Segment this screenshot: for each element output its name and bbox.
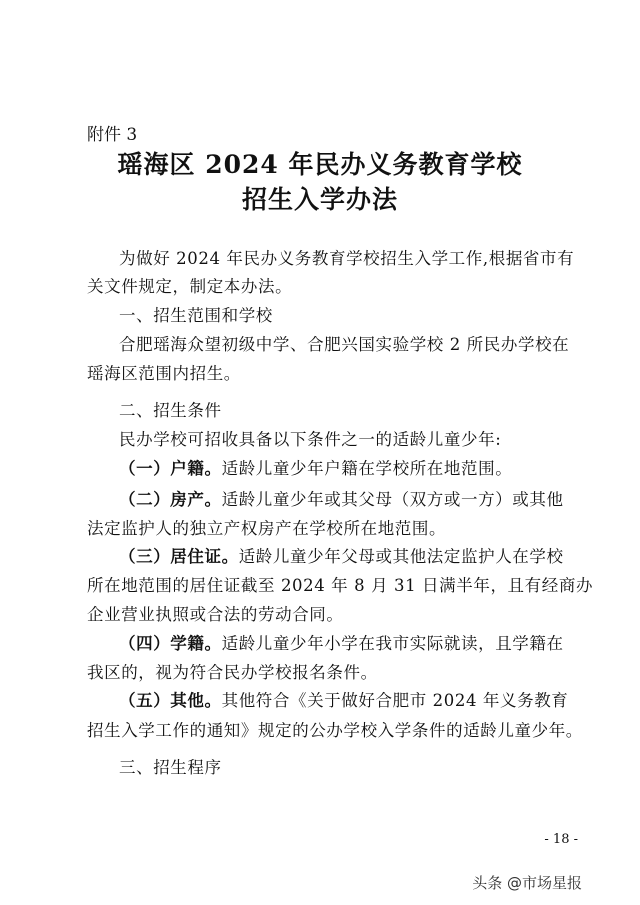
paragraph-schools-cont: 瑶海区范围内招生。 [87, 364, 241, 383]
condition-4-text: 适龄儿童少年小学在我市实际就读，且学籍在 [221, 634, 564, 653]
condition-2-cont: 法定监护人的独立产权房产在学校所在地范围。 [87, 519, 447, 538]
document-title-line2: 招生入学办法 [241, 185, 398, 214]
condition-4-label: （四）学籍。 [119, 634, 222, 653]
condition-4-cont: 我区的，视为符合民办学校报名条件。 [87, 663, 378, 682]
condition-1-label: （一）户籍。 [119, 459, 222, 478]
watermark-logo: 头条 @市场星报 [472, 874, 582, 892]
paragraph-schools: 合肥瑶海众望初级中学、合肥兴国实验学校 2 所民办学校在 [119, 335, 570, 354]
condition-2-text: 适龄儿童少年或其父母（双方或一方）或其他 [221, 490, 564, 509]
attachment-label: 附件 3 [87, 125, 138, 145]
condition-3 [119, 543, 567, 567]
section-heading-1: 一、招生范围和学校 [119, 306, 273, 325]
condition-5 [119, 687, 567, 711]
condition-3-text: 适龄儿童少年父母或其他法定监护人在学校 [238, 547, 564, 566]
section-heading-3: 三、招生程序 [119, 758, 222, 777]
condition-3-label: （三）居住证。 [119, 547, 239, 566]
section-heading-2: 二、招生条件 [119, 401, 222, 420]
paragraph-conditions-intro: 民办学校可招收具备以下条件之一的适龄儿童少年: [119, 430, 502, 449]
condition-4 [119, 630, 567, 654]
condition-2-label: （二）房产。 [119, 490, 222, 509]
condition-5-text: 其他符合《关于做好合肥市 2024 年义务教育 [221, 691, 569, 710]
paragraph-intro-cont: 关文件规定，制定本办法。 [87, 277, 293, 296]
condition-5-label: （五）其他。 [119, 691, 222, 710]
condition-3-cont2: 企业营业执照或合法的劳动合同。 [87, 605, 344, 624]
condition-3-cont: 所在地范围的居住证截至 2024 年 8 月 31 日满半年，且有经商办 [87, 576, 594, 595]
condition-2 [119, 486, 567, 510]
condition-1-text: 适龄儿童少年户籍在学校所在地范围。 [221, 459, 513, 478]
condition-1 [119, 455, 567, 479]
condition-5-cont: 招生入学工作的通知》规定的公办学校入学条件的适龄儿童少年。 [87, 721, 583, 740]
document-title: 瑶海区 2024 年民办义务教育学校 [117, 150, 523, 179]
paragraph-intro: 为做好 2024 年民办义务教育学校招生入学工作,根据省市有 [119, 249, 575, 268]
page-number: - 18 - [544, 832, 578, 847]
